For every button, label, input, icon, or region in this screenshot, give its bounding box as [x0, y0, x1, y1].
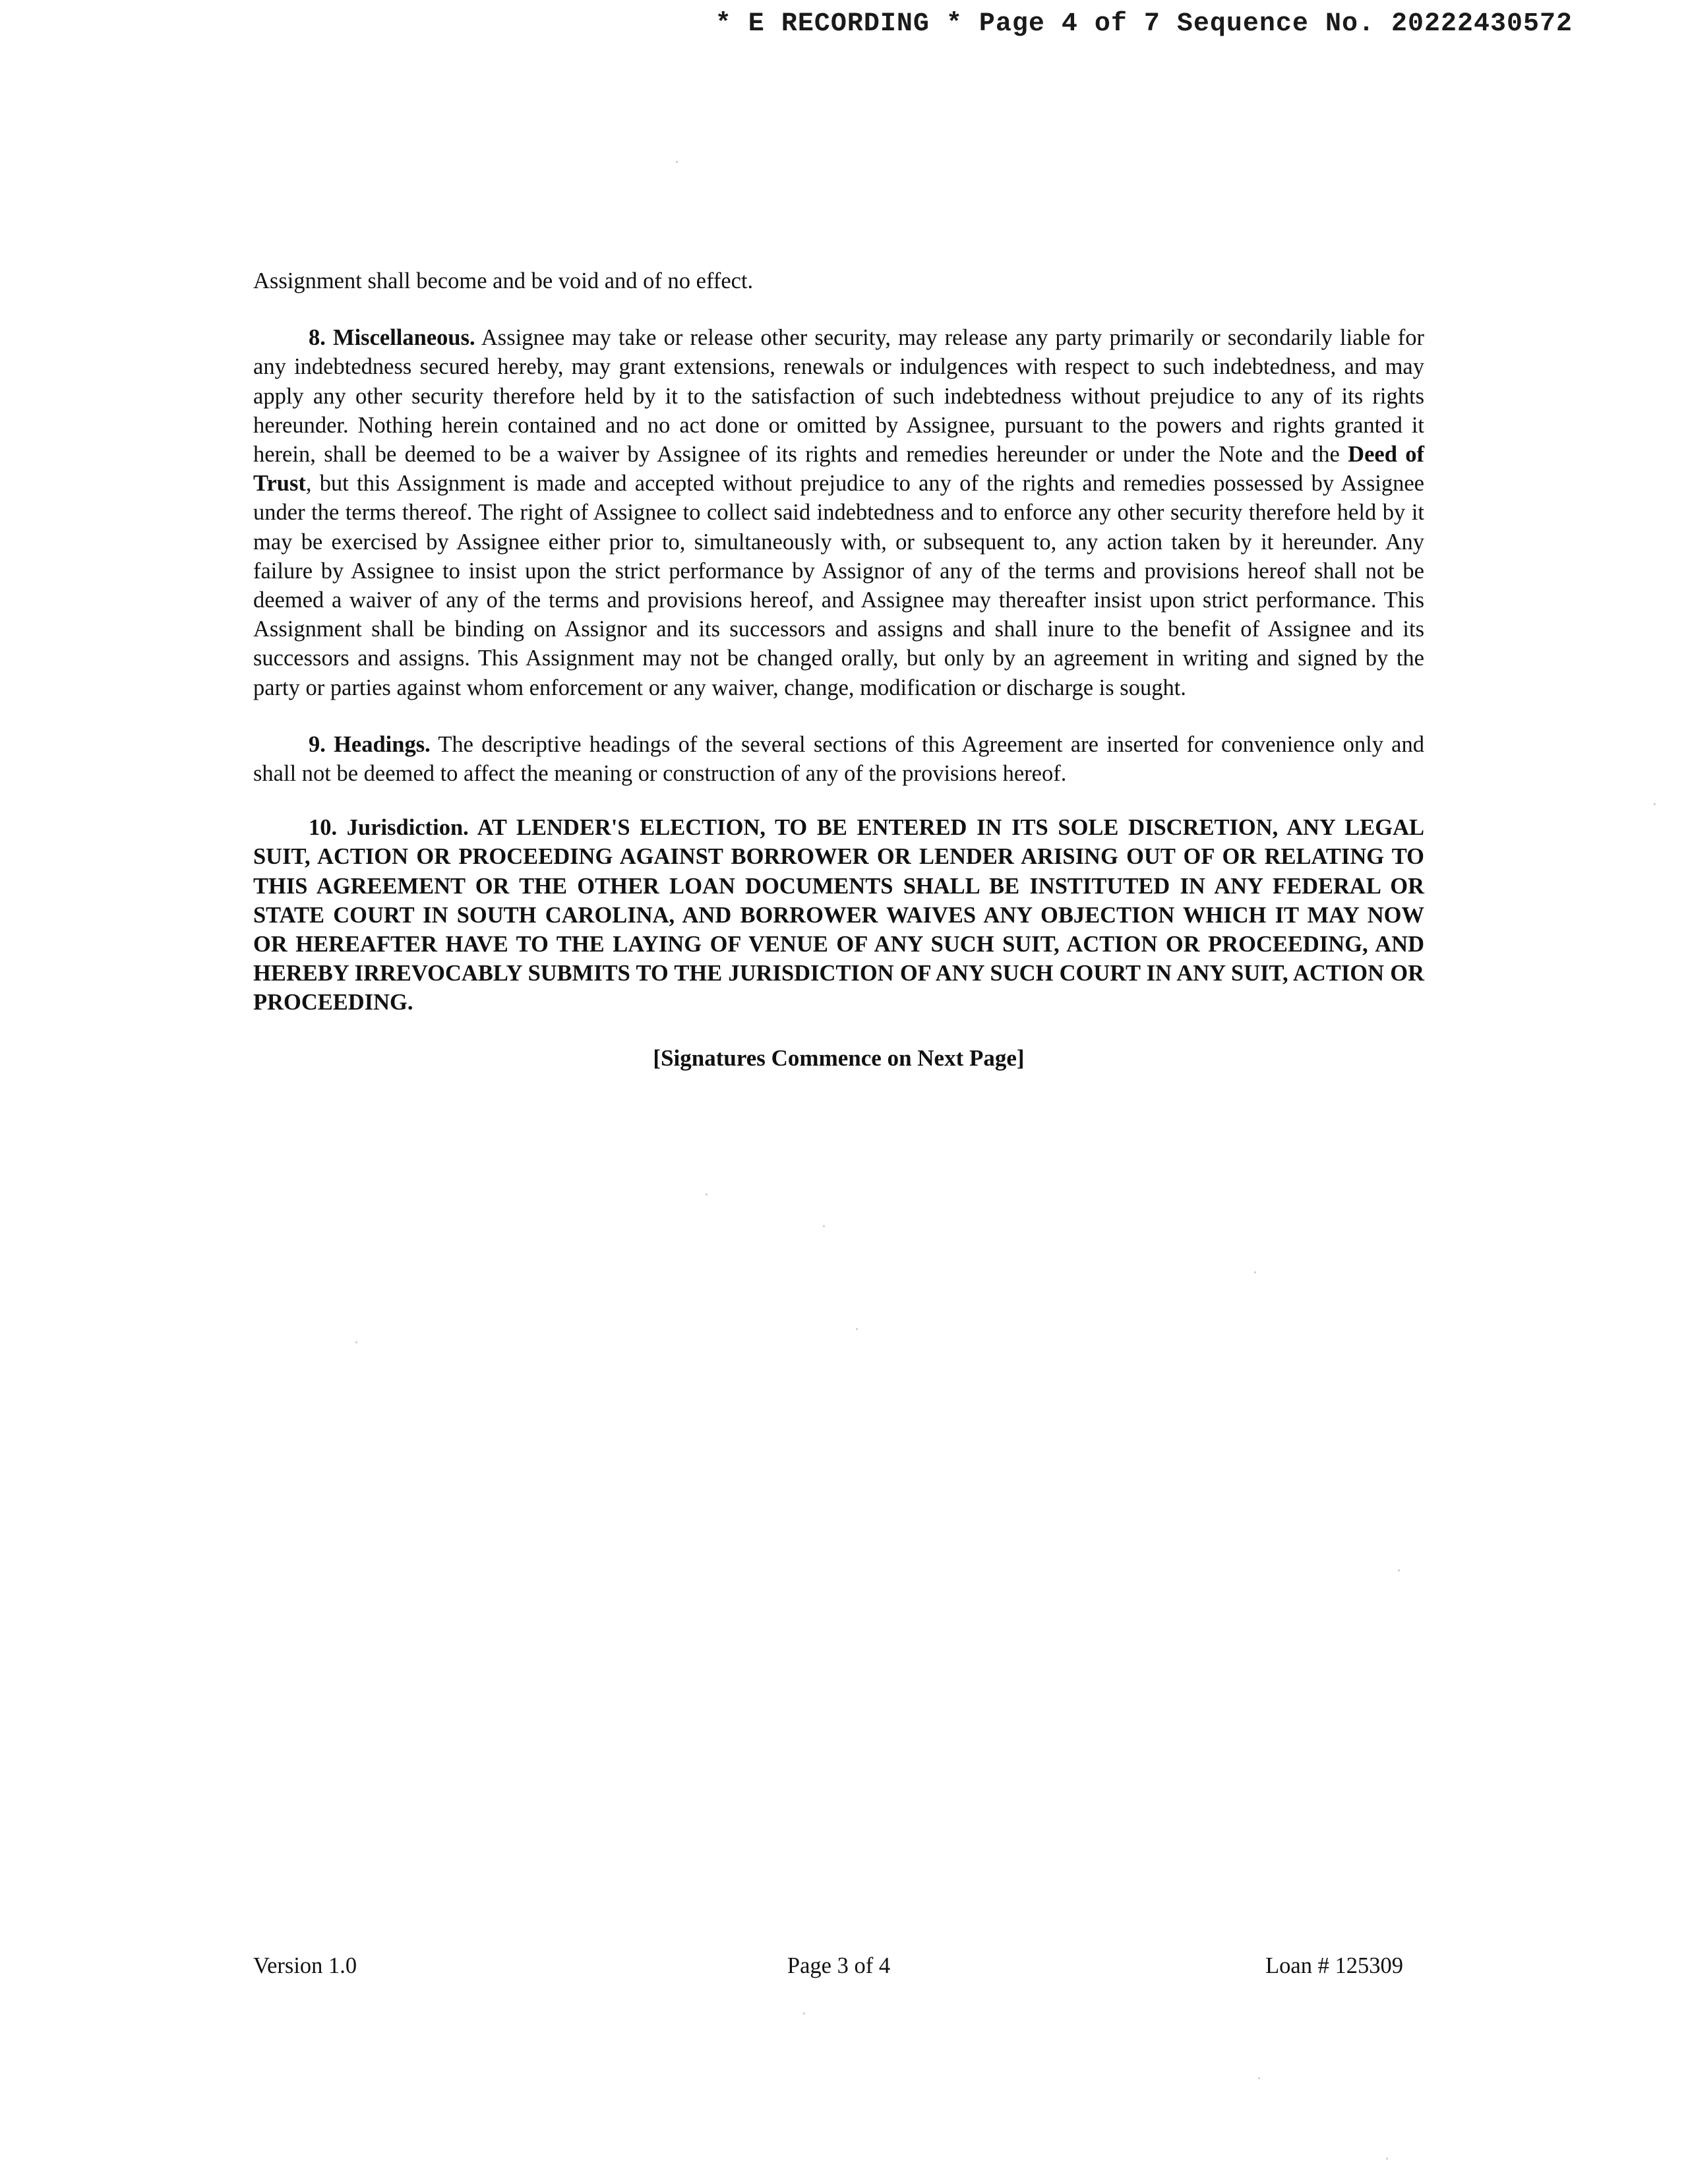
scan-speck [1254, 1271, 1256, 1273]
continuation-text: Assignment shall become and be void and of no effect. [253, 268, 754, 293]
scan-speck [823, 1225, 825, 1227]
scan-speck [803, 2013, 805, 2015]
scan-speck [1654, 803, 1656, 805]
scan-speck [856, 1328, 858, 1330]
scan-speck [1386, 2158, 1388, 2160]
scan-speck [676, 161, 678, 163]
scan-speck [355, 1341, 357, 1343]
section-text-miscellaneous-a: Assignee may take or release other security, may release any party primarily or secondarily liable for any indebtedness secured hereby, may grant extensions, renewals or indulgences with respect to such indebtedness, and may apply any other security therefore held by it to the satisfaction of such indebtedness without prejudice to any of its rights hereunder. Nothing herein contained and no act done or omitted by Assignee, pursuant to the powers and rights granted it herein, shall be deemed to be a waiver by Assignee of its rights and remedies hereunder or under the Note and the [253, 325, 1424, 468]
section-text-jurisdiction: AT LENDER'S ELECTION, TO BE ENTERED IN ITS SOLE DISCRETION, ANY LEGAL SUIT, ACTION OR PROCEEDING AGAINST BORROWER OR LENDER ARISING OUT OF OR RELATING TO THIS AGREEMENT OR THE OTHER LOAN DOCUMENTS SHALL BE INSTITUTED IN ANY FEDERAL OR STATE COURT IN SOUTH CAROLINA, AND BORROWER WAIVES ANY OBJECTION WHICH IT MAY NOW OR HEREAFTER HAVE TO THE LAYING OF VENUE OF ANY SUCH SUIT, ACTION OR PROCEEDING, AND HEREBY IRREVOCABLY SUBMITS TO THE JURISDICTION OF ANY SUCH COURT IN ANY SUIT, ACTION OR PROCEEDING. [253, 815, 1424, 1016]
footer-loan-number: Loan # 125309 [1265, 1953, 1403, 1978]
section-text-headings: The descriptive headings of the several sections of this Agreement are inserted for convenience only and shall not be deemed to affect the meaning or construction of any of the provisions hereof. [253, 731, 1424, 787]
footer-version: Version 1.0 [253, 1953, 357, 1978]
document-body [253, 266, 1424, 1073]
scan-speck [706, 1194, 708, 1196]
section-heading-jurisdiction: 10. Jurisdiction. [309, 815, 469, 841]
section-headings [253, 730, 1424, 788]
scan-speck [1258, 2077, 1260, 2079]
recording-stamp: * E RECORDING * Page 4 of 7 Sequence No. 20222430572 [715, 9, 1573, 39]
page-footer [253, 1953, 1424, 1986]
section-jurisdiction [253, 813, 1424, 1017]
scan-speck [1398, 1569, 1400, 1571]
section-miscellaneous [253, 323, 1424, 702]
footer-page-number: Page 3 of 4 [787, 1953, 891, 1978]
signature-note: [Signatures Commence on Next Page] [653, 1045, 1025, 1071]
section-heading-miscellaneous: 8. Miscellaneous. [309, 325, 475, 351]
section-heading-headings: 9. Headings. [309, 731, 431, 757]
section-text-miscellaneous-b: , but this Assignment is made and accepted without prejudice to any of the rights and remedies possessed by Assignee under the terms thereof. The right of Assignee to collect said indebtedness and to enforce any other security therefore held by it may be exercised by Assignee either prior to, simultaneously with, or subsequent to, any action taken by it hereunder. Any failure by Assignee to insist upon the strict performance by Assignor of any of the terms and provisions hereof shall not be deemed a waiver of any of the terms and provisions hereof, and Assignee may thereafter insist upon strict performance. This Assignment shall be binding on Assignor and its successors and assigns and shall inure to the benefit of Assignee and its successors and assigns. This Assignment may not be changed orally, but only by an agreement in writing and signed by the party or parties against whom enforcement or any waiver, change, modification or discharge is sought. [253, 471, 1424, 700]
defined-term-deed-of-trust: Deed of Trust [253, 442, 1425, 497]
